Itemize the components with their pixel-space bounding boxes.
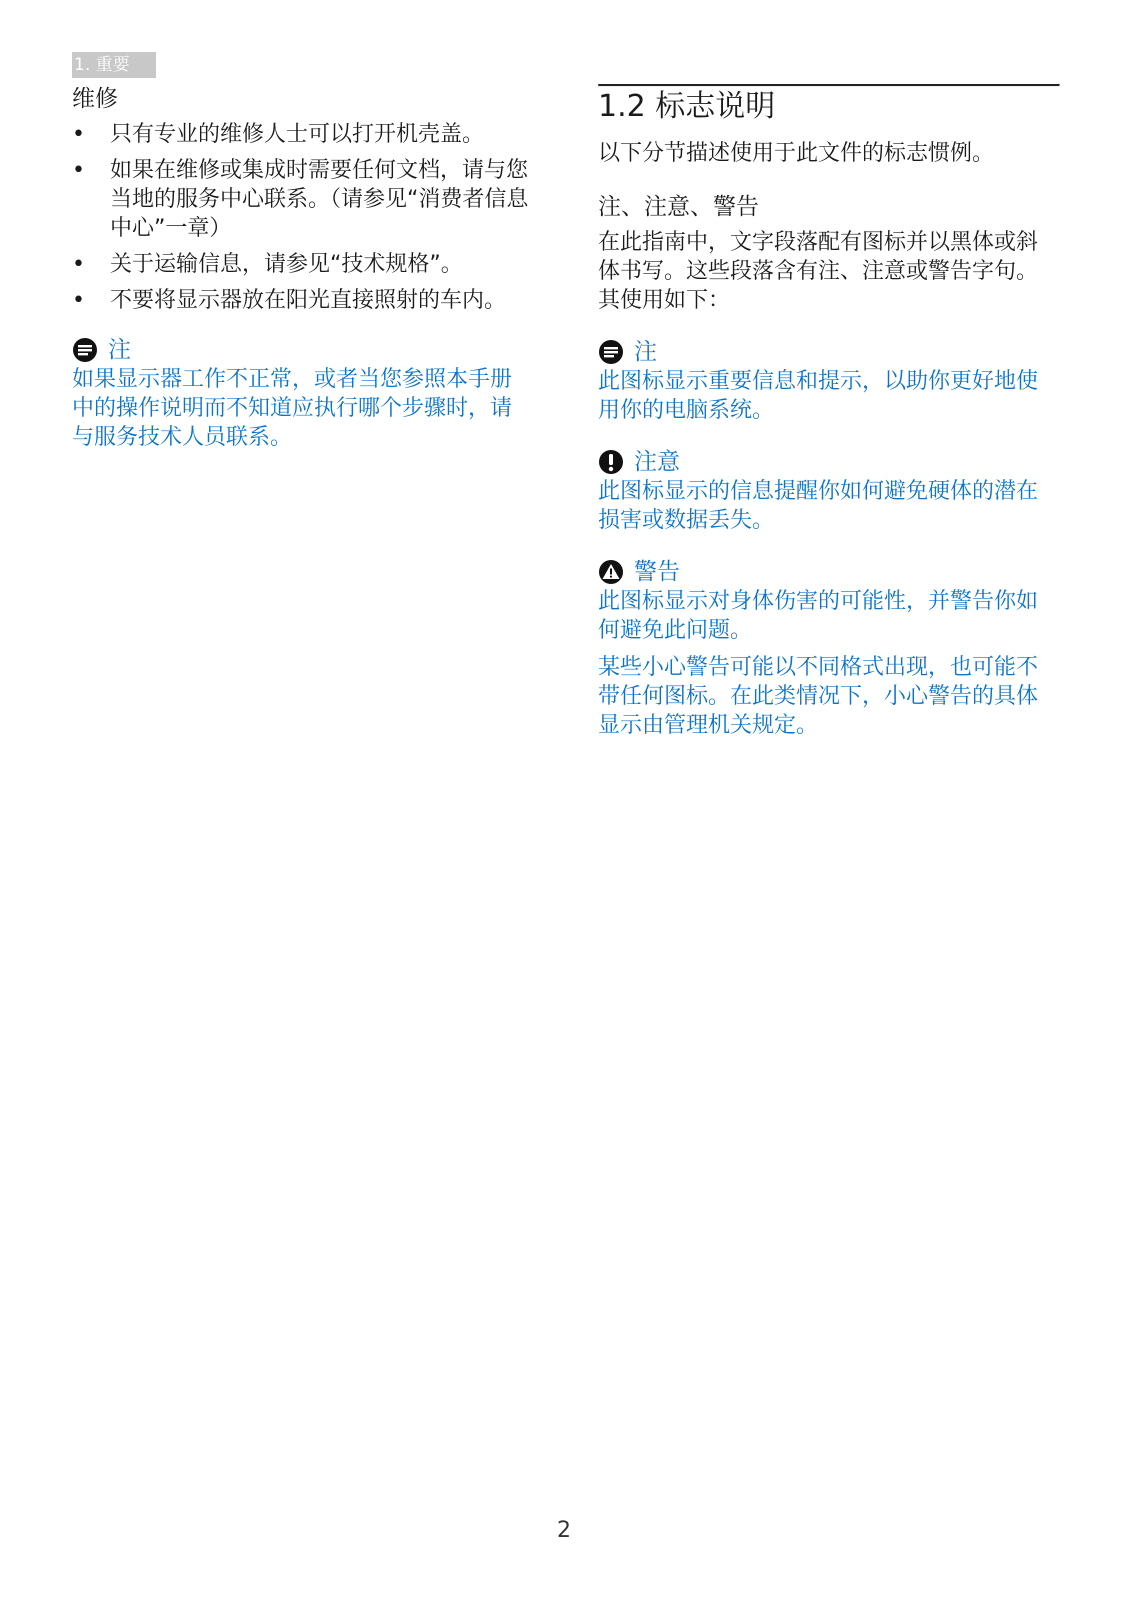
bullet-glyph: • <box>72 122 85 147</box>
note-text: 此图标显示重要信息和提示，以助你更好地使用你的电脑系统。 <box>598 369 1039 423</box>
left-note-text: 如果显示器工作不正常，或者当您参照本手册中的操作说明而不知道应执行哪个步骤时，请与服务技术人员联系。 <box>72 367 513 450</box>
caution-label: 注意 <box>634 449 680 475</box>
note-label: 注 <box>634 339 657 365</box>
warning-heading <box>598 557 1058 587</box>
right-column <box>598 84 1058 740</box>
conventions-subheading: 注、注意、警告 <box>598 194 759 220</box>
warning-text: 此图标显示对身体伤害的可能性，并警告你如何避免此问题。 <box>598 589 1039 643</box>
conventions-description: 在此指南中，文字段落配有图标并以黑体或斜体书写。这些段落含有注、注意或警告字句。其使用如下： <box>598 230 1039 313</box>
bullet-glyph: • <box>72 158 85 183</box>
note-icon <box>598 339 624 365</box>
list-item <box>72 156 532 243</box>
left-column <box>72 84 532 452</box>
list-item <box>72 250 532 279</box>
caution-heading <box>598 447 1058 477</box>
note-label: 注 <box>108 337 131 363</box>
list-item-text: 如果在维修或集成时需要任何文档，请与您当地的服务中心联系。（请参见“消费者信息中心”一章） <box>110 158 529 241</box>
list-item-text: 不要将显示器放在阳光直接照射的车内。 <box>110 288 507 313</box>
warning-text-secondary: 某些小心警告可能以不同格式出现，也可能不带任何图标。在此类情况下，小心警告的具体显示由管理机关规定。 <box>598 655 1039 738</box>
section-title: 1.2 标志说明 <box>598 89 776 124</box>
caution-text: 此图标显示的信息提醒你如何避免硬体的潜在损害或数据丢失。 <box>598 479 1039 533</box>
bullet-glyph: • <box>72 288 85 313</box>
list-item-text: 关于运输信息，请参见“技术规格”。 <box>110 252 463 277</box>
list-item <box>72 286 532 315</box>
note-heading <box>598 337 1058 367</box>
list-item-text: 只有专业的维修人士可以打开机壳盖。 <box>110 122 485 147</box>
maintenance-list <box>72 120 532 315</box>
warning-triangle-icon <box>598 559 624 585</box>
section-intro: 以下分节描述使用于此文件的标志惯例。 <box>598 141 995 166</box>
maintenance-heading: 维修 <box>72 86 118 112</box>
page-number: 2 <box>557 1518 571 1543</box>
chapter-tag: 1. 重要 <box>72 52 156 78</box>
exclamation-icon <box>598 449 624 475</box>
bullet-glyph: • <box>72 252 85 277</box>
left-note-heading <box>72 335 532 365</box>
note-icon <box>72 337 98 363</box>
warning-label: 警告 <box>634 559 680 585</box>
list-item <box>72 120 532 149</box>
